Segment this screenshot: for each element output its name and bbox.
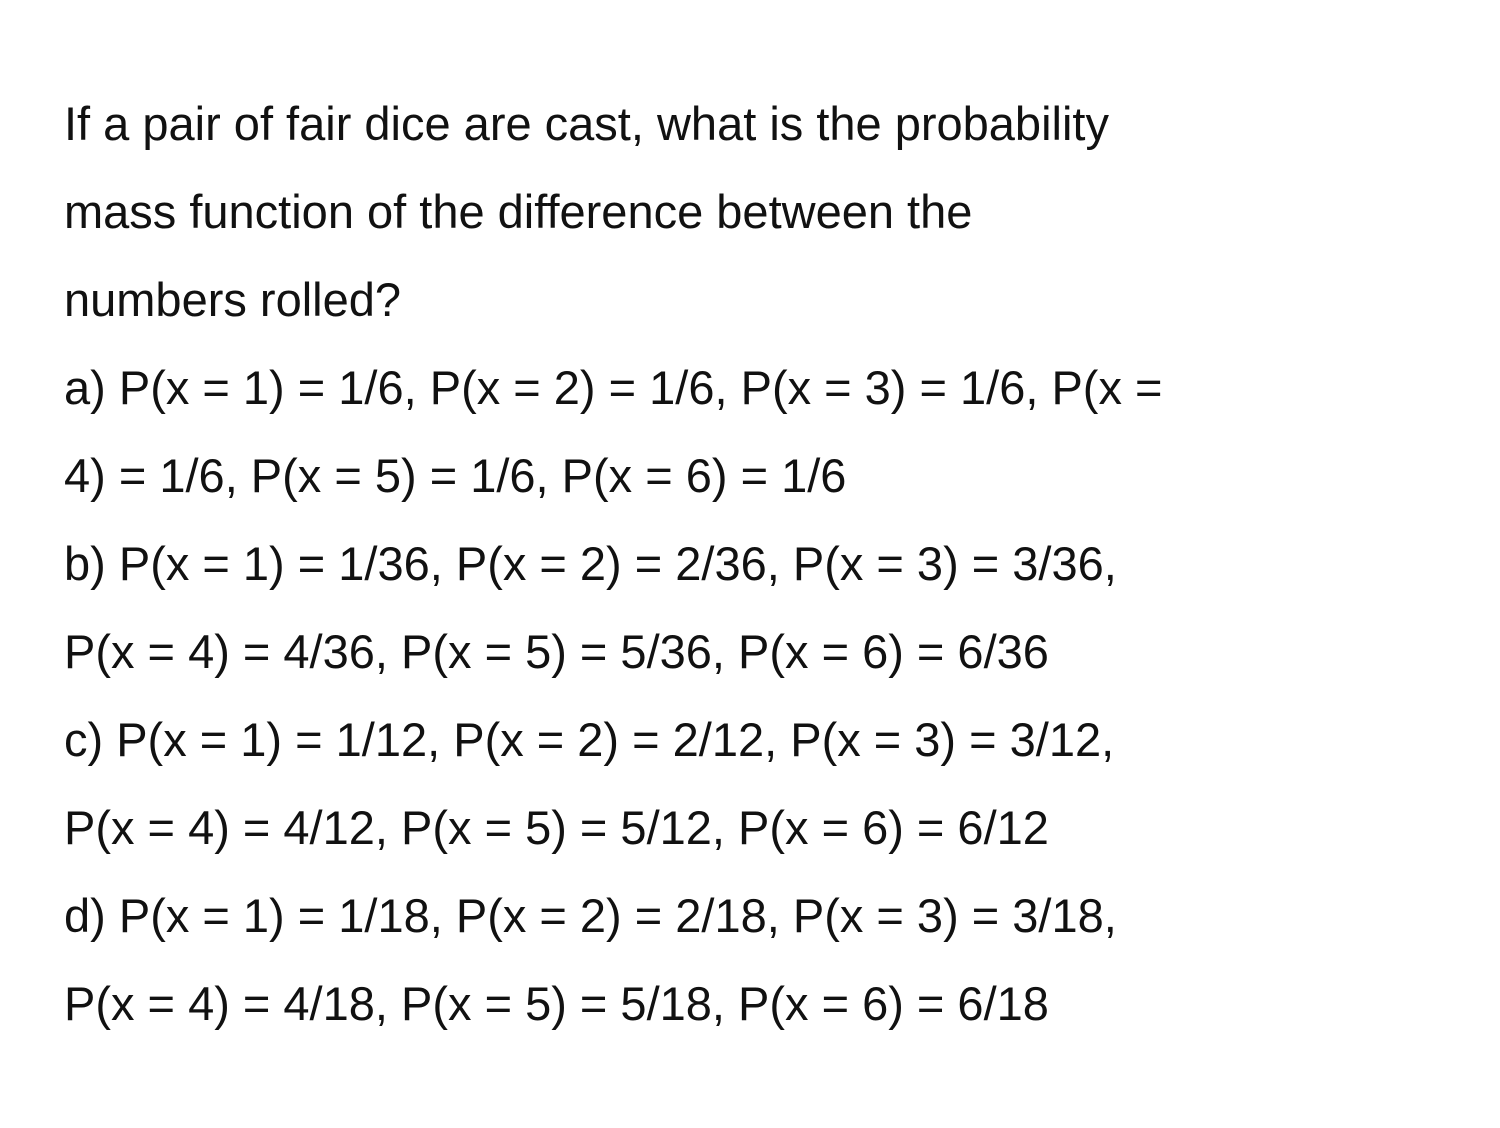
question-text [64,80,1444,344]
option-line: P(x = 4) = 4/18, P(x = 5) = 5/18, P(x = 6) = 6/18 [64,977,1049,1030]
question-document [64,80,1444,1048]
answer-option-b [64,520,1444,696]
answer-option-a [64,344,1444,520]
answer-option-d [64,872,1444,1048]
answer-option-c [64,696,1444,872]
question-line: If a pair of fair dice are cast, what is the probability [64,97,1109,150]
option-line: 4) = 1/6, P(x = 5) = 1/6, P(x = 6) = 1/6 [64,449,847,502]
question-line: mass function of the difference between the [64,185,973,238]
option-line: a) P(x = 1) = 1/6, P(x = 2) = 1/6, P(x = 3) = 1/6, P(x = [64,361,1163,414]
option-line: d) P(x = 1) = 1/18, P(x = 2) = 2/18, P(x = 3) = 3/18, [64,889,1117,942]
option-line: b) P(x = 1) = 1/36, P(x = 2) = 2/36, P(x = 3) = 3/36, [64,537,1117,590]
option-line: c) P(x = 1) = 1/12, P(x = 2) = 2/12, P(x = 3) = 3/12, [64,713,1115,766]
question-line: numbers rolled? [64,273,402,326]
option-line: P(x = 4) = 4/36, P(x = 5) = 5/36, P(x = 6) = 6/36 [64,625,1049,678]
option-line: P(x = 4) = 4/12, P(x = 5) = 5/12, P(x = 6) = 6/12 [64,801,1049,854]
